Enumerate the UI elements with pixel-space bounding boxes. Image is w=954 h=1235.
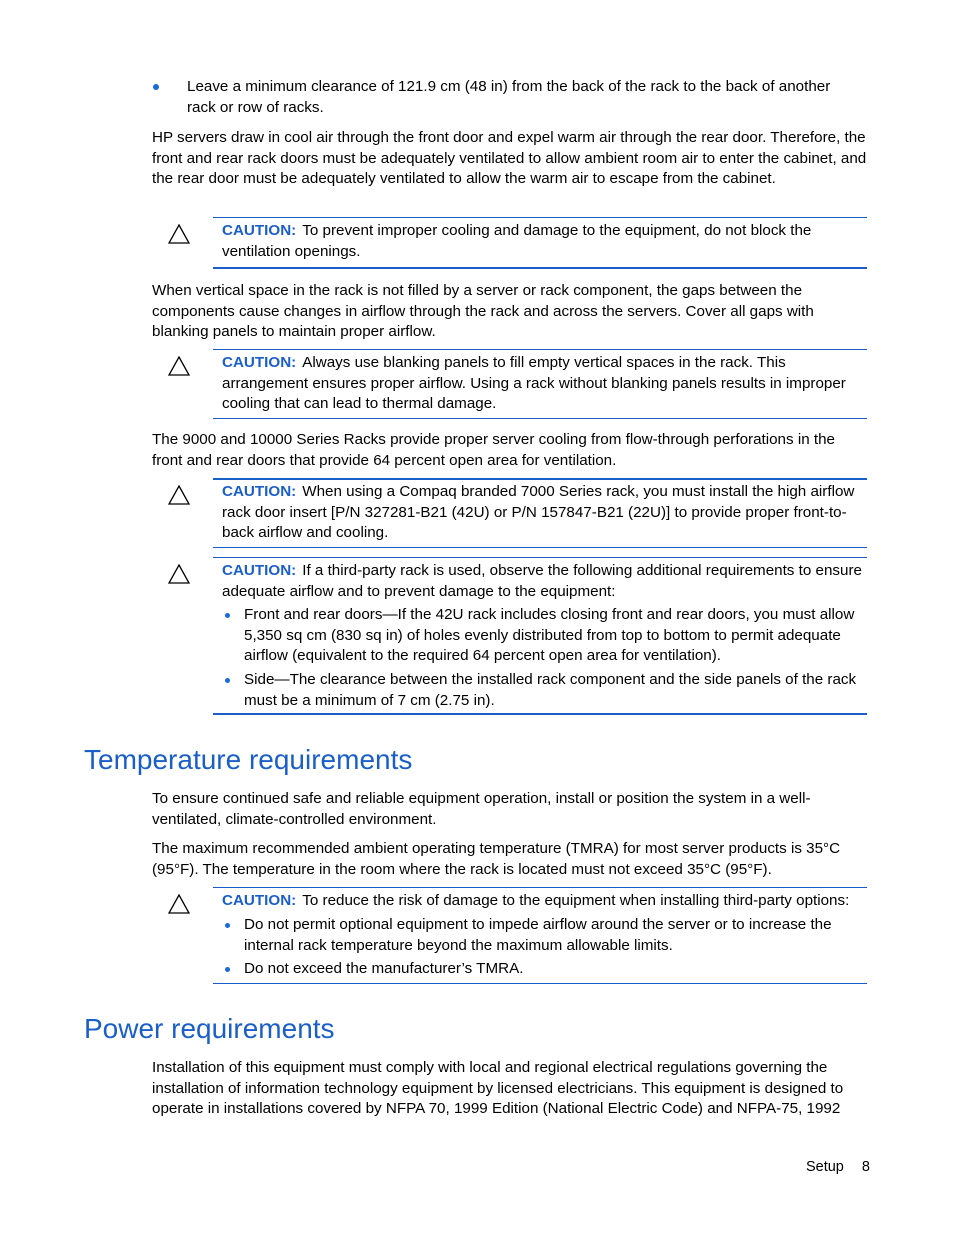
caution-2-text: Always use blanking panels to fill empty vertical spaces in the rack. This arrangement ensures proper airflow. Using a rack without blanking panels results in improper cooling that can lead to thermal damage. — [222, 354, 846, 413]
caution-rule-top — [213, 887, 867, 888]
caution-4-item: Side—The clearance between the installed rack component and the side panels of the rack must be a minimum of 7 cm (2.75 in). — [244, 671, 857, 709]
caution-4-item: Front and rear doors—If the 42U rack includes closing front and rear doors, you must allow 5,350 sq cm (830 sq in) of holes evenly distributed from top to bottom to permit adequate airflow (equivalent to the required 64 percent open area for ventilation). — [244, 606, 855, 665]
warning-triangle-icon — [168, 564, 190, 584]
warning-triangle-icon — [168, 224, 190, 244]
caution-rule-top — [213, 478, 867, 480]
caution-label: CAUTION: — [222, 562, 297, 579]
caution-rule-top — [213, 557, 867, 558]
footer-section: Setup — [805, 1159, 844, 1175]
section-heading-temperature: Temperature requirements — [84, 744, 413, 775]
paragraph-temp-1: To ensure continued safe and reliable equipment operation, install or position the system in a well-ventilated, climate-controlled environment. — [152, 790, 811, 828]
caution-2 — [222, 353, 862, 415]
caution-5-text: To reduce the risk of damage to the equipment when installing third-party options: — [302, 892, 850, 909]
bullet-dot — [225, 678, 230, 683]
bullet-dot — [153, 84, 159, 90]
paragraph-series-racks: The 9000 and 10000 Series Racks provide proper server cooling from flow-through perforations in the front and rear doors that provide 64 percent open area for ventilation. — [152, 431, 835, 469]
caution-rule-bottom — [213, 983, 867, 984]
caution-label: CAUTION: — [222, 892, 297, 909]
intro-bullet-text: Leave a minimum clearance of 121.9 cm (48 in) from the back of the rack to the back of another rack or row of racks. — [187, 78, 831, 116]
caution-rule-top — [213, 349, 867, 350]
paragraph-power: Installation of this equipment must comply with local and regional electrical regulations governing the installation of information technology equipment by licensed electricians. This equipment is designed to operate in installations covered by NFPA 70, 1999 Edition (National Electric Code) and NFPA-75, 1992 — [152, 1059, 844, 1118]
caution-rule-bottom — [213, 267, 867, 269]
bullet-dot — [225, 613, 230, 618]
caution-rule-bottom — [213, 547, 867, 548]
caution-5 — [222, 891, 862, 912]
caution-3 — [222, 482, 862, 544]
warning-triangle-icon — [168, 485, 190, 505]
warning-triangle-icon — [168, 356, 190, 376]
caution-5-item: Do not exceed the manufacturer’s TMRA. — [244, 960, 524, 977]
bullet-dot — [225, 967, 230, 972]
warning-triangle-icon — [168, 894, 190, 914]
caution-rule-bottom — [213, 418, 867, 419]
caution-label: CAUTION: — [222, 483, 297, 500]
bullet-dot — [225, 923, 230, 928]
caution-4 — [222, 561, 862, 602]
caution-rule-bottom — [213, 713, 867, 715]
paragraph-airflow: HP servers draw in cool air through the front door and expel warm air through the rear door. Therefore, the front and rear rack doors must be adequately ventilated to allow ambient room air to enter the cabinet, and the rear door must be adequately ventilated to allow the warm air to escape from the cabinet. — [152, 129, 867, 188]
caution-5-item: Do not permit optional equipment to impede airflow around the server or to increase the internal rack temperature beyond the maximum allowable limits. — [244, 916, 832, 954]
paragraph-temp-2: The maximum recommended ambient operating temperature (TMRA) for most server products is 35°C (95°F). The temperature in the room where the rack is located must not exceed 35°C (95°F). — [152, 840, 841, 878]
caution-3-text: When using a Compaq branded 7000 Series rack, you must install the high airflow rack door insert [P/N 327281-B21 (42U) or P/N 157847-B21 (22U)] to provide proper front-to-back airflow and cooling. — [222, 483, 855, 542]
paragraph-blanking: When vertical space in the rack is not filled by a server or rack component, the gaps between the components cause changes in airflow through the rack and across the servers. Cover all gaps with blanking panels to maintain proper airflow. — [152, 282, 814, 341]
caution-1-text: To prevent improper cooling and damage to the equipment, do not block the ventilation openings. — [222, 222, 812, 260]
caution-rule-top — [213, 217, 867, 218]
caution-label: CAUTION: — [222, 222, 297, 239]
caution-label: CAUTION: — [222, 354, 297, 371]
footer — [780, 1159, 870, 1175]
caution-1 — [222, 221, 862, 262]
section-heading-power: Power requirements — [84, 1013, 335, 1044]
caution-4-text: If a third-party rack is used, observe the following additional requirements to ensure adequate airflow and to prevent damage to the equipment: — [222, 562, 862, 600]
footer-page-number: 8 — [861, 1159, 870, 1175]
